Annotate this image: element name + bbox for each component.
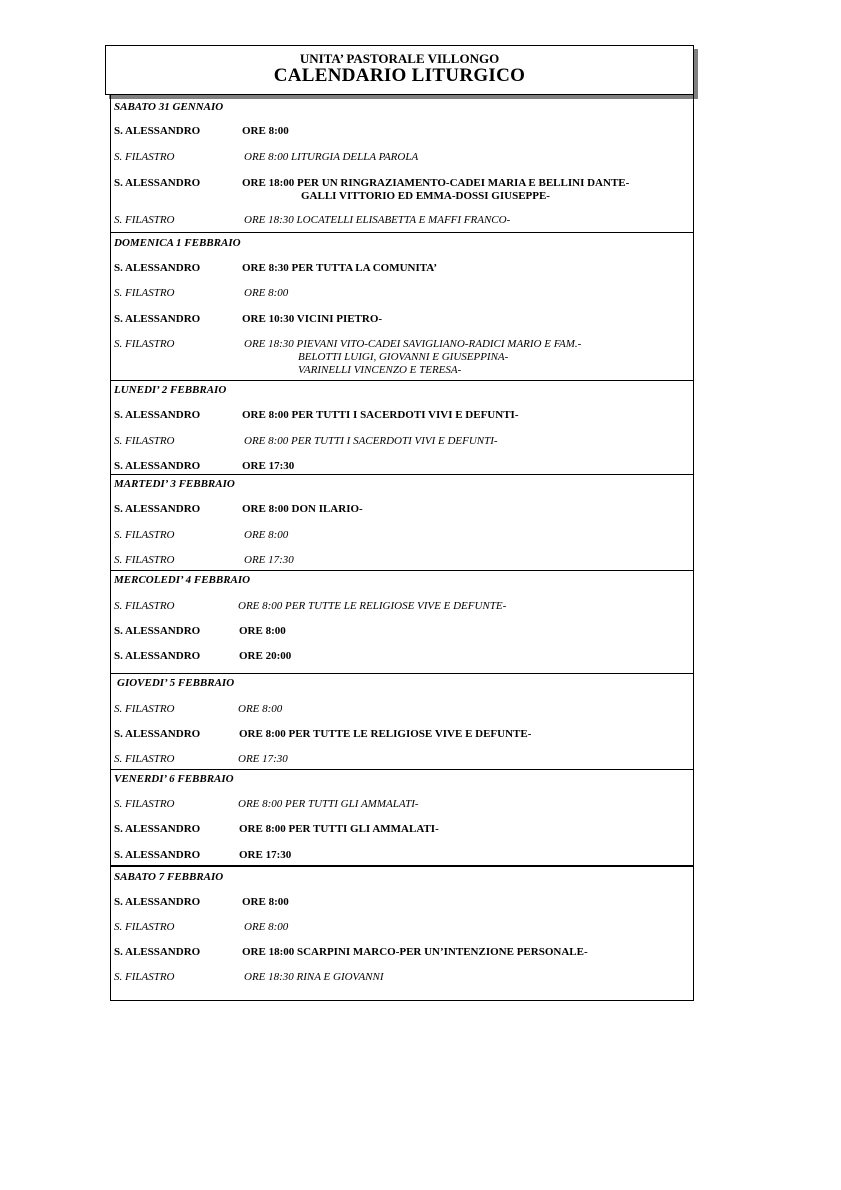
church-name: S. ALESSANDRO: [114, 946, 201, 958]
day-block: [110, 381, 694, 475]
day-block: [110, 770, 694, 866]
day-block: [110, 866, 694, 1001]
mass-details-continued: BELOTTI LUIGI, GIOVANNI E GIUSEPPINA-: [298, 351, 509, 363]
mass-details: ORE 8:00: [242, 125, 289, 137]
day-block: [110, 95, 694, 233]
mass-details: ORE 8:00 PER TUTTE LE RELIGIOSE VIVE E DEFUNTE-: [238, 600, 507, 612]
church-name: S. FILASTRO: [114, 921, 175, 933]
church-name: S. ALESSANDRO: [114, 728, 201, 740]
day-title: SABATO 31 GENNAIO: [114, 101, 224, 113]
mass-details: ORE 8:00 DON ILARIO-: [242, 503, 363, 515]
day-title: DOMENICA 1 FEBBRAIO: [114, 237, 241, 249]
mass-details: ORE 10:30 VICINI PIETRO-: [242, 313, 383, 325]
day-block: [110, 674, 694, 770]
church-name: S. FILASTRO: [114, 703, 175, 715]
church-name: S. ALESSANDRO: [114, 313, 201, 325]
church-name: S. FILASTRO: [114, 287, 175, 299]
mass-details: ORE 8:00 PER TUTTI GLI AMMALATI-: [238, 798, 419, 810]
church-name: S. ALESSANDRO: [114, 849, 201, 861]
mass-details: ORE 18:30 PIEVANI VITO-CADEI SAVIGLIANO-RADICI MARIO E FAM.-: [244, 338, 582, 350]
church-name: S. ALESSANDRO: [114, 262, 201, 274]
church-name: S. ALESSANDRO: [114, 896, 201, 908]
mass-details: ORE 8:00: [244, 287, 289, 299]
church-name: S. FILASTRO: [114, 529, 175, 541]
church-name: S. FILASTRO: [114, 214, 175, 226]
church-name: S. FILASTRO: [114, 151, 175, 163]
mass-details: ORE 8:00 LITURGIA DELLA PAROLA: [244, 151, 419, 163]
church-name: S. ALESSANDRO: [114, 460, 201, 472]
mass-details: ORE 18:00 SCARPINI MARCO-PER UN’INTENZIONE PERSONALE-: [242, 946, 588, 958]
mass-details-continued: GALLI VITTORIO ED EMMA-DOSSI GIUSEPPE-: [301, 190, 550, 202]
mass-details: ORE 8:00: [238, 703, 283, 715]
mass-details-continued: VARINELLI VINCENZO E TERESA-: [298, 364, 462, 376]
day-block: [110, 475, 694, 571]
church-name: S. FILASTRO: [114, 435, 175, 447]
mass-details: ORE 17:30: [244, 554, 294, 566]
mass-details: ORE 18:30 LOCATELLI ELISABETTA E MAFFI FRANCO-: [244, 214, 511, 226]
mass-details: ORE 18:30 RINA E GIOVANNI: [244, 971, 384, 983]
mass-details: ORE 20:00: [239, 650, 292, 662]
mass-details: ORE 8:00: [239, 625, 286, 637]
day-title: MARTEDI’ 3 FEBBRAIO: [114, 478, 235, 490]
mass-details: ORE 18:00 PER UN RINGRAZIAMENTO-CADEI MARIA E BELLINI DANTE-: [242, 177, 630, 189]
mass-details: ORE 8:00 PER TUTTE LE RELIGIOSE VIVE E DEFUNTE-: [239, 728, 532, 740]
church-name: S. ALESSANDRO: [114, 177, 201, 189]
church-name: S. ALESSANDRO: [114, 503, 201, 515]
mass-details: ORE 17:30: [239, 849, 292, 861]
mass-details: ORE 8:00 PER TUTTI I SACERDOTI VIVI E DEFUNTI-: [244, 435, 498, 447]
mass-details: ORE 8:00 PER TUTTI GLI AMMALATI-: [239, 823, 439, 835]
church-name: S. FILASTRO: [114, 971, 175, 983]
mass-details: ORE 17:30: [242, 460, 295, 472]
day-title: SABATO 7 FEBBRAIO: [114, 871, 224, 883]
parish-name: UNITA’ PASTORALE VILLONGO: [299, 51, 500, 66]
church-name: S. FILASTRO: [114, 554, 175, 566]
mass-details: ORE 8:00 PER TUTTI I SACERDOTI VIVI E DEFUNTI-: [242, 409, 519, 421]
day-title: MERCOLEDI’ 4 FEBBRAIO: [114, 574, 251, 586]
mass-details: ORE 8:30 PER TUTTA LA COMUNITA’: [242, 262, 438, 274]
church-name: S. ALESSANDRO: [114, 650, 201, 662]
day-block: [110, 571, 694, 674]
page-title: CALENDARIO LITURGICO: [273, 65, 526, 86]
church-name: S. ALESSANDRO: [114, 125, 201, 137]
church-name: S. FILASTRO: [114, 798, 175, 810]
day-title: VENERDI’ 6 FEBBRAIO: [114, 773, 234, 785]
calendar-header: [105, 45, 694, 95]
mass-details: ORE 8:00: [242, 896, 289, 908]
mass-details: ORE 8:00: [244, 529, 289, 541]
day-title: LUNEDI’ 2 FEBBRAIO: [114, 384, 227, 396]
church-name: S. ALESSANDRO: [114, 823, 201, 835]
church-name: S. FILASTRO: [114, 753, 175, 765]
church-name: S. FILASTRO: [114, 338, 175, 350]
church-name: S. ALESSANDRO: [114, 409, 201, 421]
church-name: S. FILASTRO: [114, 600, 175, 612]
day-title: GIOVEDI’ 5 FEBBRAIO: [117, 677, 235, 689]
church-name: S. ALESSANDRO: [114, 625, 201, 637]
day-block: [110, 233, 694, 381]
mass-details: ORE 17:30: [238, 753, 288, 765]
mass-details: ORE 8:00: [244, 921, 289, 933]
